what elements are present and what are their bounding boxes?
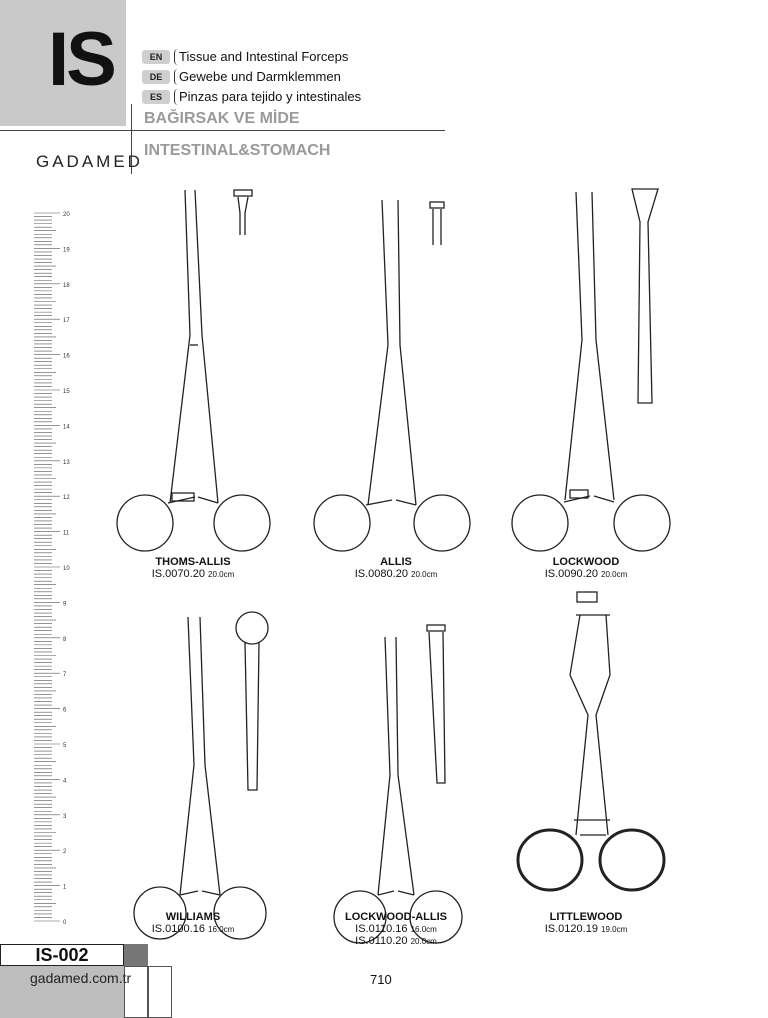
- product-thoms-allis: [113, 556, 273, 580]
- product-code-line: [506, 568, 666, 580]
- product-code: IS.0110.20: [355, 935, 408, 947]
- product-name: THOMS-ALLIS: [155, 556, 231, 568]
- product-code-line: [316, 568, 476, 580]
- product-name: WILLIAMS: [165, 911, 221, 923]
- thoms-allis-illustration: [117, 190, 270, 551]
- header-divider-horizontal: [0, 130, 445, 131]
- littlewood-tip: [577, 592, 597, 602]
- product-size: 20.0cm: [411, 570, 438, 579]
- williams-tip: [236, 612, 268, 790]
- category-tr: BAĞIRSAK VE MİDE: [144, 110, 300, 127]
- allis-illustration: [314, 200, 470, 551]
- ruler-label: 15: [63, 389, 70, 395]
- lockwood-tip: [632, 189, 658, 403]
- lang-code: ES: [142, 90, 170, 104]
- product-code-line: [113, 923, 273, 935]
- product-code-line: [113, 568, 273, 580]
- product-code: IS.0080.20: [354, 568, 408, 580]
- category-en: INTESTINAL&STOMACH: [144, 142, 331, 159]
- allis-tip: [430, 202, 444, 245]
- lang-text: Tissue and Intestinal Forceps: [174, 49, 348, 65]
- ruler-label: 4: [63, 778, 67, 785]
- product-code-line: [316, 935, 476, 947]
- product-name: LOCKWOOD-ALLIS: [344, 911, 448, 923]
- ruler-label: 8: [63, 636, 67, 643]
- product-size: 16.0cm: [410, 925, 437, 934]
- product-name: LOCKWOOD: [552, 556, 620, 568]
- lang-code: DE: [142, 70, 170, 84]
- product-code-line: [506, 923, 666, 935]
- ruler-label: 0: [63, 920, 67, 926]
- ruler-label: 6: [63, 707, 67, 714]
- ruler-label: 9: [63, 601, 67, 608]
- product-size: 20.0cm: [208, 570, 235, 579]
- product-lockwood-allis: [316, 911, 476, 947]
- lang-row-en: [142, 48, 348, 66]
- ruler-label: 12: [63, 495, 70, 502]
- brand-logo: GADAMED: [36, 152, 143, 171]
- product-code: IS.0100.16: [151, 923, 205, 935]
- product-allis: [316, 556, 476, 580]
- ruler-label: 14: [63, 424, 70, 431]
- lang-row-es: [142, 88, 361, 106]
- product-littlewood: [506, 911, 666, 935]
- ruler-label: 19: [63, 247, 70, 254]
- product-code-line: [316, 923, 476, 935]
- product-size: 16.0cm: [208, 925, 235, 934]
- lockwood-allis-tip: [427, 625, 445, 783]
- ruler-label: 13: [63, 459, 70, 466]
- footer-dark-square: [124, 944, 148, 966]
- lockwood-illustration: [512, 192, 670, 551]
- page-code: IS-002: [0, 944, 124, 966]
- footer-white-square-2: [148, 966, 172, 1018]
- product-williams: [113, 911, 273, 935]
- product-code: IS.0070.20: [151, 568, 205, 580]
- lang-row-de: [142, 68, 341, 86]
- product-size: 19.0cm: [601, 925, 628, 934]
- product-size: 20.0cm: [410, 937, 437, 946]
- page-number: 710: [370, 972, 392, 987]
- website: gadamed.com.tr: [30, 970, 132, 986]
- ruler-label: 5: [63, 743, 67, 749]
- ruler-label: 3: [63, 813, 67, 820]
- lockwood-allis-illustration: [334, 637, 462, 943]
- lang-text: Pinzas para tejido y intestinales: [174, 89, 361, 105]
- ruler-label: 10: [63, 566, 70, 572]
- ruler: [30, 208, 75, 926]
- ruler-label: 11: [63, 530, 70, 537]
- product-size: 20.0cm: [601, 570, 628, 579]
- thoms-allis-tip: [234, 190, 252, 235]
- ruler-label: 18: [63, 282, 70, 289]
- littlewood-illustration: [518, 615, 664, 890]
- williams-illustration: [134, 617, 266, 939]
- lang-text: Gewebe und Darmklemmen: [174, 69, 341, 85]
- product-name: LITTLEWOOD: [549, 911, 623, 923]
- section-code: IS: [48, 17, 114, 102]
- ruler-label: 20: [63, 212, 70, 218]
- ruler-label: 2: [63, 849, 67, 856]
- product-code: IS.0090.20: [544, 568, 598, 580]
- product-name: ALLIS: [380, 556, 412, 568]
- product-lockwood: [506, 556, 666, 580]
- ruler-label: 16: [63, 353, 70, 360]
- ruler-label: 17: [63, 318, 70, 325]
- ruler-label: 7: [63, 672, 67, 679]
- ruler-label: 1: [63, 884, 67, 891]
- product-code: IS.0120.19: [544, 923, 598, 935]
- lang-code: EN: [142, 50, 170, 64]
- product-code: IS.0110.16: [355, 923, 408, 935]
